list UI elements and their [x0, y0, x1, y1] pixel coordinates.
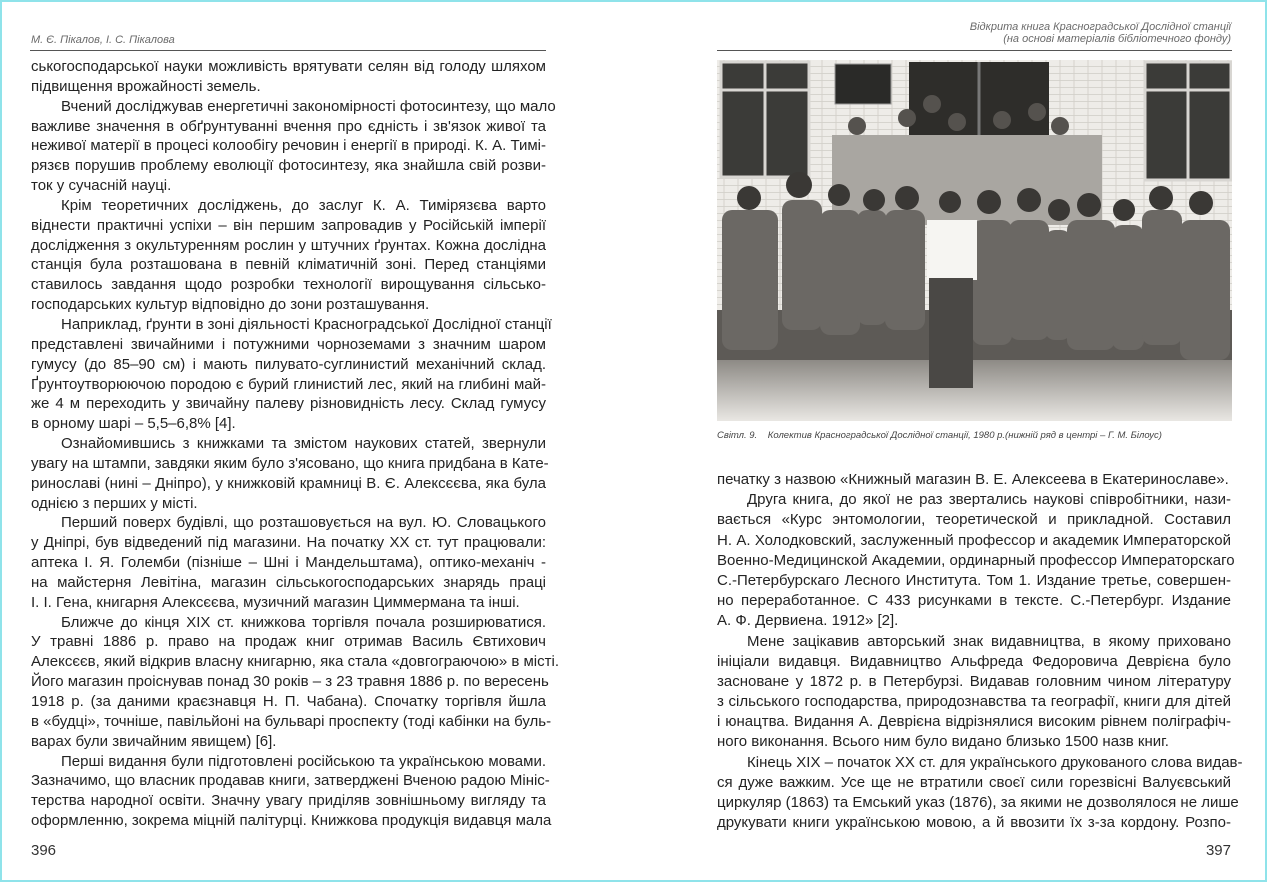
- right-page-body: [717, 470, 1243, 833]
- text-line: однією з перших у місті.: [31, 494, 198, 512]
- text-line: Зазначимо, що власник продавав книги, затверджені Вченою радою Мініс-: [31, 772, 550, 790]
- text-line: Ознайомившись з книжками та змістом наукових статей, звернули: [61, 435, 546, 453]
- text-line: важливе значення в обґрунтуванні вчення про єдність і зв'язок живої та: [31, 117, 546, 135]
- text-line: Перші видання були підготовлені російською та українською мовами.: [61, 752, 546, 770]
- running-head-title: [970, 21, 1231, 45]
- text-line: Кінець XIX – початок ХХ ст. для українського друкованого слова видав-: [747, 753, 1243, 771]
- text-line: рязєв порушив проблему еволюції фотосинтезу, яка знайшла свій розви-: [31, 157, 546, 175]
- text-line: 1918 р. (за даними краєзнавця Н. П. Чабана). Спочатку торгівля йшла: [31, 693, 546, 710]
- running-head-line1: Відкрита книга Красноградської Дослідної станції: [969, 21, 1231, 33]
- figure-caption: [717, 430, 1232, 442]
- text-line: Военно-Медицинской Академии, ординарный профессор Императорскаго: [717, 551, 1235, 569]
- text-line: Крім теоретичних досліджень, до заслуг К. А. Тимірязєва варто: [61, 196, 546, 214]
- text-line: неживої матерії в процесі колообігу речовин і енергії в природі. К. А. Тимі-: [31, 137, 546, 155]
- text-line: засноване у 1872 р. в Петербурзі. Видавав головним чином літературу: [717, 672, 1231, 690]
- text-line: вається «Курс энтомологии, теоретической и прикладной. Составил: [717, 511, 1231, 529]
- text-line: станція була розташована в певній кліматичній зоні. Перед станціями: [31, 256, 546, 274]
- text-line: Наприклад, ґрунти в зоні діяльності Красноградської Дослідної станції: [61, 315, 552, 333]
- text-line: У травні 1886 р. право на продаж книг отримав Василь Євтихович: [31, 633, 546, 651]
- text-line: ного виконання. Всього ним було видано близько 1500 назв книг.: [717, 733, 1169, 751]
- text-line: у Дніпрі, був відведений під магазини. На початку ХХ ст. тут працювали:: [31, 534, 546, 552]
- text-line: Алексєєв, який відкрив власну книгарню, яка стала «довгограючою» в місті.: [31, 653, 559, 671]
- text-line: варах були звичайним явищем) [6].: [31, 732, 277, 750]
- text-line: Перший поверх будівлі, що розташовується на вул. Ю. Словацького: [61, 514, 546, 532]
- text-line: ськогосподарської науки можливість врятувати селян від голоду шляхом: [31, 58, 546, 75]
- figure-label: Світл. 9.: [717, 430, 758, 441]
- text-line: Н. А. Холодковский, заслуженный профессор и академик Императорской: [717, 531, 1231, 549]
- page-number-left: 396: [31, 842, 57, 859]
- text-line: но переработанное. С 433 рисунками в тексте. С.-Петербург. Издание: [717, 592, 1231, 610]
- text-line: друкувати книги українською мовою, а й ввозити їх з-за кордону. Розпо-: [717, 814, 1231, 832]
- text-line: з сільського господарства, природознавства та географії, книги для дітей: [717, 693, 1231, 711]
- text-line: ставилось завдання щодо розробки технології вирощування сільсько-: [31, 276, 546, 294]
- text-line: оформленню, зокрема міцній палітурці. Книжкова продукція видавця мала: [31, 812, 552, 830]
- group-photo-image: [717, 60, 1232, 421]
- text-line: І. І. Гена, книгарня Алексєєва, музичний магазин Циммермана та інші.: [31, 593, 520, 611]
- text-line: Ґрунтоутворюючою породою є бурий глинистий лес, який на глибині май-: [31, 375, 546, 393]
- text-line: же 4 м переходить у звичайну палеву різновидність лесу. Склад гумусу: [31, 395, 546, 413]
- text-line: дослідження з окультуренням рослин у штучних ґрунтах. Кожна дослідна: [31, 236, 546, 254]
- text-line: С.-Петербурскаго Лесного Института. Том 1. Издание третье, совершен-: [717, 571, 1231, 589]
- group-photo: [717, 60, 1232, 421]
- text-line: терства народної освіти. Значну увагу приділяв зовнішньому вигляду та: [31, 792, 546, 810]
- text-line: господарських культур відповідно до зони розташування.: [31, 296, 430, 314]
- text-line: і юнацтва. Видання А. Деврієна відрізнялися високим рівнем поліграфіч-: [717, 713, 1231, 731]
- text-line: віднести практичні успіхи – він першим запровадив у Російській імперії: [31, 216, 546, 234]
- text-line: печатку з назвою «Книжный магазин В. Е. Алексеева в Екатеринославе».: [717, 471, 1229, 488]
- running-head-authors: М. Є. Пікалов, І. С. Пікалова: [31, 34, 175, 46]
- figure-caption-text: Колектив Красноградської Дослідної станції, 1980 р.(нижній ряд в центрі – Г. М. Білоус): [767, 430, 1162, 441]
- left-page-body: [31, 57, 559, 831]
- text-line: Його магазин проіснував понад 30 років – з 23 травня 1886 р. по вересень: [31, 673, 549, 691]
- text-line: Мене зацікавив авторський знак видавництва, в якому приховано: [747, 632, 1231, 650]
- header-rule-right: [717, 50, 1232, 51]
- running-head-line2: (на основі матеріалів бібліотечного фонду): [1003, 33, 1231, 45]
- text-line: підвищення врожайності земель.: [31, 77, 261, 95]
- header-rule-left: [30, 50, 546, 51]
- text-line: ток у сучасній науці.: [31, 177, 172, 195]
- text-line: увагу на штампи, завдяки яким було з'ясовано, що книга придбана в Кате-: [31, 454, 549, 472]
- text-line: на майстерня Левітіна, магазин сільськогосподарських знарядь праці: [31, 573, 546, 591]
- text-line: ініціали видавця. Видавництво Альфреда Федоровича Деврієна було: [717, 652, 1231, 670]
- text-line: аптека І. Я. Големби (пізніше – Шні і Мандельштама), оптико-механіч -: [31, 554, 546, 572]
- text-line: ринославі (нині – Дніпро), у книжковій крамниці В. Є. Алексєєва, яка була: [31, 474, 546, 492]
- text-line: гумусу (до 85–90 см) і мають пилувато-суглинистий механічний склад.: [31, 355, 546, 373]
- text-line: Вчений досліджував енергетичні закономірності фотосинтезу, що мало: [61, 97, 556, 115]
- text-line: Ближче до кінця XIX ст. книжкова торгівля почала розширюватися.: [61, 613, 546, 631]
- text-line: Друга книга, до якої не раз звертались наукові співробітники, нази-: [747, 491, 1231, 509]
- text-line: циркуляр (1863) та Емський указ (1876), за якими не дозволялося не лише: [717, 794, 1239, 811]
- text-line: А. Ф. Дервиена. 1912» [2].: [717, 612, 899, 630]
- page-number-right: 397: [1205, 842, 1231, 859]
- text-line: представлені звичайними і потужними чорноземами з значним шаром: [31, 335, 546, 353]
- text-line: ся дуже важким. Усе ще не втратили своєї сили горезвісні Валуєвський: [717, 773, 1231, 791]
- text-line: в орному шарі – 5,5–6,8% [4].: [31, 415, 236, 433]
- text-line: в «будці», точніше, павільйоні на бульварі проспекту (тоді кабінки на буль-: [31, 712, 552, 730]
